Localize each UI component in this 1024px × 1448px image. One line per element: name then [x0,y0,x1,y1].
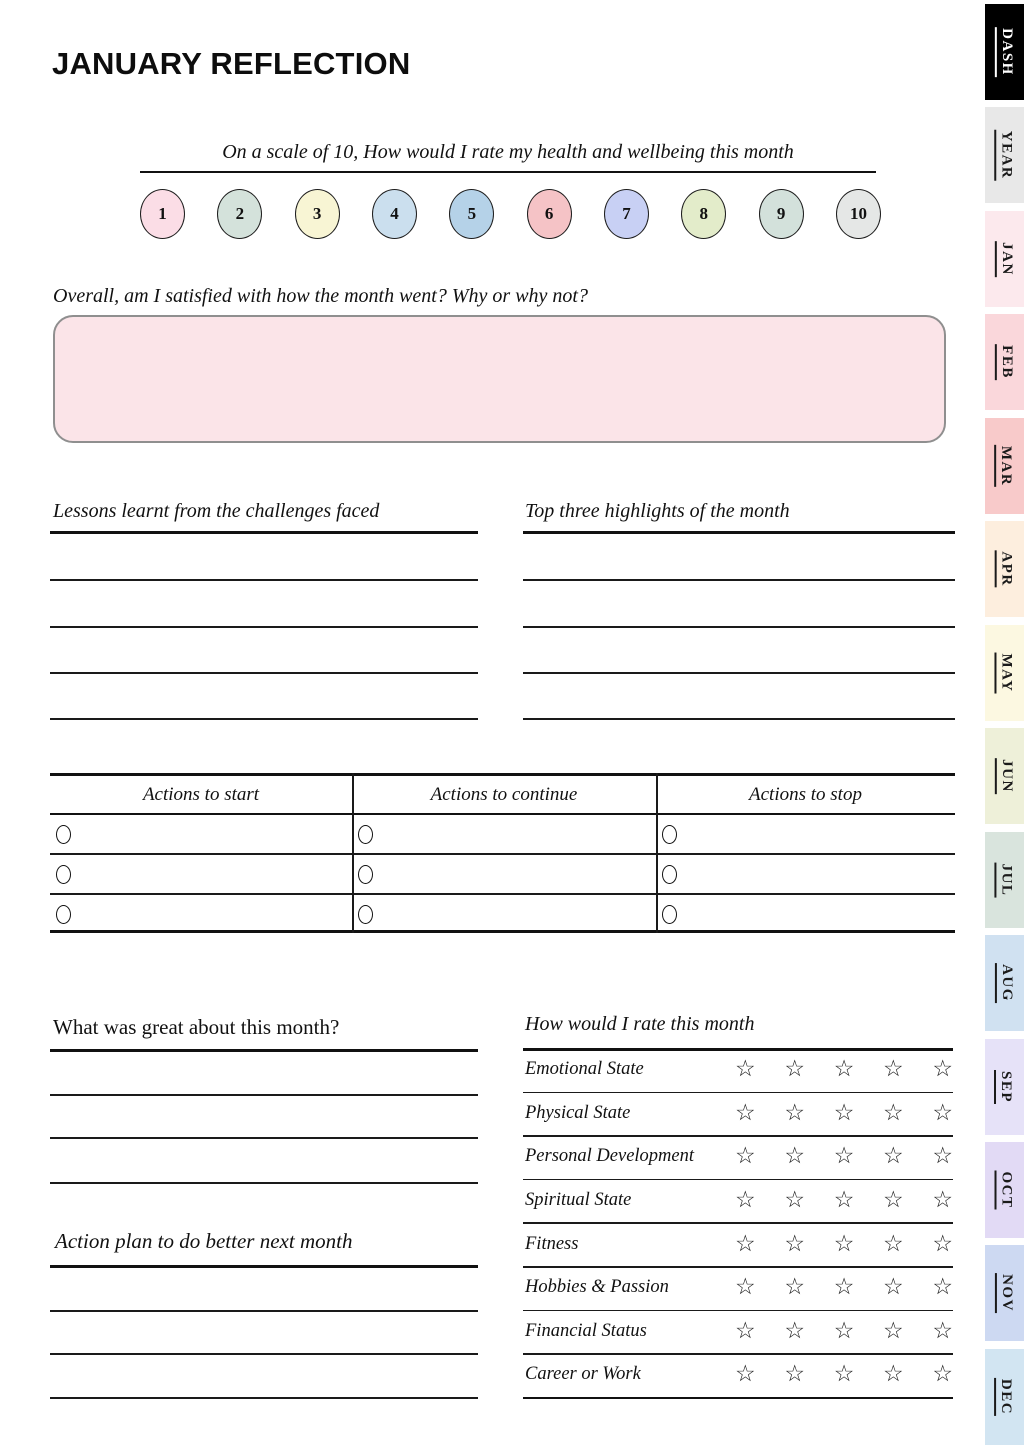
rating-stars [735,1222,953,1266]
great-heading-underline [50,1049,478,1052]
star-icon[interactable]: ☆ [784,1361,805,1388]
star-icon[interactable]: ☆ [883,1187,904,1214]
satisfaction-textarea[interactable] [53,315,946,443]
tab-label: DEC [994,1378,1014,1416]
tab-nov[interactable] [985,1245,1024,1341]
rating-stars [735,1179,953,1223]
lessons-writing-line [50,718,478,720]
rating-row-label: Physical State [525,1102,631,1123]
star-icon[interactable]: ☆ [932,1143,953,1170]
tab-label: YEAR [995,130,1015,181]
star-icon[interactable]: ☆ [932,1274,953,1301]
star-icon[interactable]: ☆ [833,1230,855,1257]
health-rating-scale [140,189,881,239]
page-title: JANUARY REFLECTION [52,46,411,81]
rating-row-label: Financial Status [525,1320,647,1341]
rating-stars [735,1266,953,1310]
action-bullet-circle[interactable] [662,865,677,884]
rating-stars [735,1048,953,1092]
tab-may[interactable] [985,625,1024,721]
star-icon[interactable]: ☆ [833,1143,855,1170]
scale-option-5[interactable]: 5 [449,189,494,239]
highlights-writing-line [523,672,955,674]
great-writing-line [50,1182,478,1184]
action-bullet-circle[interactable] [358,825,373,844]
actions-table-bottom-border [50,930,955,933]
great-writing-line [50,1094,478,1096]
tab-feb[interactable] [985,314,1024,410]
action-plan-writing-line [50,1397,478,1399]
tab-label: AUG [995,963,1015,1003]
satisfaction-question: Overall, am I satisfied with how the month went? Why or why not? [53,285,588,307]
action-bullet-circle[interactable] [358,905,373,924]
star-icon[interactable]: ☆ [735,1143,756,1170]
action-bullet-circle[interactable] [662,905,677,924]
highlights-heading-underline [523,531,955,534]
action-bullet-circle[interactable] [358,865,373,884]
tab-dec[interactable] [985,1349,1024,1445]
star-icon[interactable]: ☆ [833,1187,855,1214]
star-icon[interactable]: ☆ [932,1317,953,1344]
lessons-heading: Lessons learnt from the challenges faced [53,500,380,522]
scale-option-1[interactable]: 1 [140,189,185,239]
rating-row-label: Emotional State [525,1059,644,1080]
scale-prompt-underline [140,171,876,173]
star-icon[interactable]: ☆ [784,1056,805,1083]
scale-option-9[interactable]: 9 [759,189,804,239]
action-plan-heading: Action plan to do better next month [55,1229,353,1253]
tab-label: FEB [995,345,1015,381]
tab-oct[interactable] [985,1142,1024,1238]
rating-row-label: Personal Development [525,1146,695,1167]
tab-label: APR [994,551,1014,588]
great-heading: What was great about this month? [53,1015,340,1039]
star-icon[interactable]: ☆ [883,1230,904,1257]
tab-jun[interactable] [985,728,1024,824]
lessons-writing-line [50,579,478,581]
tab-jul[interactable] [985,832,1024,928]
action-bullet-circle[interactable] [662,825,677,844]
scale-option-7[interactable]: 7 [604,189,649,239]
star-icon[interactable]: ☆ [833,1056,855,1083]
scale-option-2[interactable]: 2 [217,189,262,239]
great-writing-line [50,1137,478,1139]
scale-option-10[interactable]: 10 [836,189,881,239]
rating-row-label: Fitness [525,1233,579,1254]
tab-label: DASH [995,27,1015,77]
star-icon[interactable]: ☆ [784,1099,805,1126]
star-icon[interactable]: ☆ [784,1274,805,1301]
star-icon[interactable]: ☆ [883,1056,904,1083]
actions-table-row-separator [50,893,955,895]
action-bullet-circle[interactable] [56,865,71,884]
actions-table-row-separator [50,853,955,855]
action-plan-writing-line [50,1310,478,1312]
star-icon[interactable]: ☆ [735,1187,756,1214]
star-icon[interactable]: ☆ [833,1317,855,1344]
tab-mar[interactable] [985,418,1024,514]
ratings-heading: How would I rate this month [525,1013,755,1035]
star-icon[interactable]: ☆ [784,1230,805,1257]
rating-row-label: Career or Work [525,1364,641,1385]
tab-year[interactable] [985,107,1024,203]
lessons-writing-line [50,626,478,628]
star-icon[interactable]: ☆ [735,1099,756,1126]
star-icon[interactable]: ☆ [932,1187,953,1214]
star-icon[interactable]: ☆ [833,1274,855,1301]
star-icon[interactable]: ☆ [735,1056,756,1083]
actions-column-header: Actions to start [142,783,260,805]
star-icon[interactable]: ☆ [883,1317,904,1344]
rating-row-label: Hobbies & Passion [525,1277,669,1298]
tab-label: SEP [994,1069,1014,1103]
star-icon[interactable]: ☆ [735,1317,756,1344]
tab-label: JAN [994,241,1014,277]
actions-column-header: Actions to continue [430,783,578,805]
scale-prompt: On a scale of 10, How would I rate my health and wellbeing this month [222,141,794,163]
tab-apr[interactable] [985,521,1024,617]
action-bullet-circle[interactable] [56,905,71,924]
actions-column-header: Actions to stop [749,783,862,805]
rating-stars [735,1310,953,1354]
highlights-heading: Top three highlights of the month [525,500,790,522]
lessons-heading-underline [50,531,478,534]
star-icon[interactable]: ☆ [932,1361,953,1388]
tab-label: JUN [994,758,1014,794]
actions-table-header-separator [50,813,955,815]
star-icon[interactable]: ☆ [883,1099,904,1126]
tab-label: NOV [995,1273,1015,1313]
tab-aug[interactable] [985,935,1024,1031]
scale-option-8[interactable]: 8 [681,189,726,239]
rating-stars [735,1092,953,1136]
actions-table [50,773,955,933]
action-plan-writing-line [50,1353,478,1355]
tab-label: JUL [995,862,1015,897]
ratings-table [523,1013,955,1413]
star-icon[interactable]: ☆ [735,1230,756,1257]
lessons-writing-line [50,672,478,674]
star-icon[interactable]: ☆ [833,1099,855,1126]
highlights-writing-line [523,579,955,581]
tab-label: MAR [995,445,1015,487]
star-icon[interactable]: ☆ [932,1230,953,1257]
scale-option-4[interactable]: 4 [372,189,417,239]
tab-label: MAY [995,652,1015,693]
star-icon[interactable]: ☆ [735,1361,756,1388]
star-icon[interactable]: ☆ [883,1274,904,1301]
star-icon[interactable]: ☆ [784,1143,805,1170]
star-icon[interactable]: ☆ [883,1143,904,1170]
rating-row-separator [523,1397,953,1400]
rating-stars [735,1135,953,1179]
action-bullet-circle[interactable] [56,825,71,844]
action-plan-heading-underline [50,1265,478,1268]
star-icon[interactable]: ☆ [784,1187,805,1214]
tab-sep[interactable] [985,1039,1024,1135]
star-icon[interactable]: ☆ [833,1361,855,1388]
scale-option-3[interactable]: 3 [295,189,340,239]
star-icon[interactable]: ☆ [932,1056,953,1083]
star-icon[interactable]: ☆ [932,1099,953,1126]
star-icon[interactable]: ☆ [735,1274,756,1301]
scale-option-6[interactable]: 6 [527,189,572,239]
rating-row-label: Spiritual State [525,1190,632,1211]
tab-jan[interactable] [985,211,1024,307]
highlights-writing-line [523,626,955,628]
star-icon[interactable]: ☆ [784,1317,805,1344]
star-icon[interactable]: ☆ [883,1361,904,1388]
tab-label: OCT [995,1170,1015,1209]
tab-dash[interactable] [985,4,1024,100]
highlights-writing-line [523,718,955,720]
rating-stars [735,1353,953,1397]
